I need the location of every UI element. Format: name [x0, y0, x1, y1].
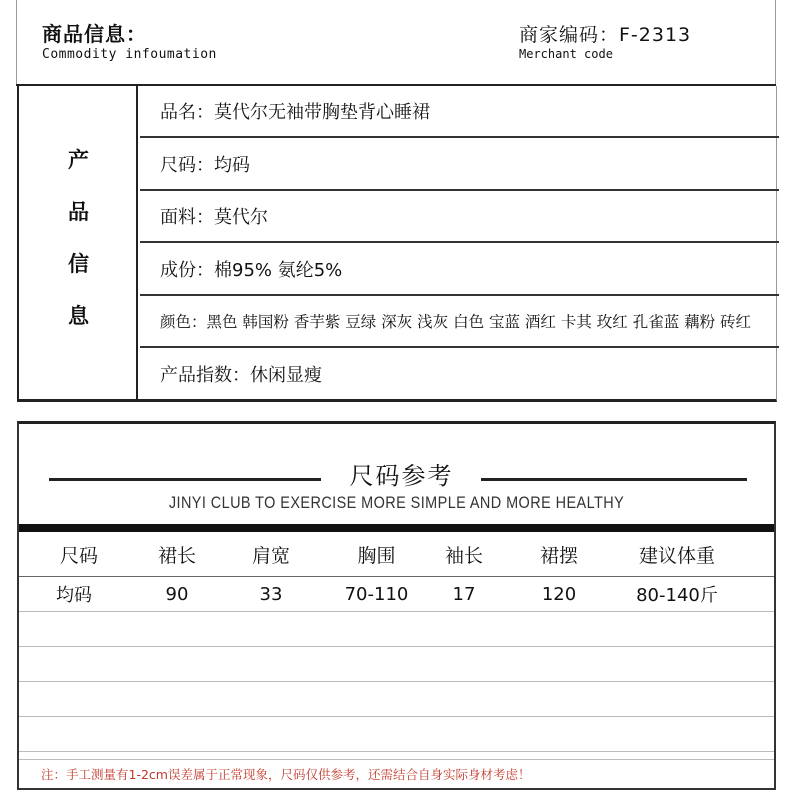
table-cell: 33 [259, 583, 283, 605]
info-row-index: 产品指数：休闲显瘦 [160, 364, 322, 386]
merchant-code: 商家编码：F-2313 [519, 24, 692, 46]
table-cell: 70-110 [344, 583, 409, 605]
table-row-empty [19, 717, 774, 752]
size-chart-slogan: JINYI CLUB TO EXERCISE MORE SIMPLE AND MORE HEALTHY [168, 493, 625, 512]
info-row-composition: 成份：棉95% 氨纶5% [140, 243, 779, 296]
heading-rule-left [49, 478, 321, 481]
column-header: 尺码 [59, 544, 98, 567]
column-header: 胸围 [357, 544, 396, 567]
size-chart [17, 421, 776, 790]
info-row-colors: 颜色：黑色 韩国粉 香芋紫 豆绿 深灰 浅灰 白色 宝蓝 酒红 卡其 玫红 孔雀蓝 藕粉 砖红 [140, 296, 779, 348]
measurement-note: 注：手工测量有1-2cm误差属于正常现象，尺码仅供参考，还需结合自身实际身材考虑！ [41, 767, 531, 782]
size-chart-band [19, 524, 774, 532]
table-row [19, 577, 774, 612]
heading-rule-right [481, 478, 747, 481]
product-info-rows [140, 86, 779, 399]
product-info-table [17, 86, 777, 402]
info-row-name: 品名：莫代尔无袖带胸垫背心睡裙 [140, 86, 779, 138]
commodity-header [16, 0, 776, 84]
size-chart-heading [19, 456, 774, 490]
merchant-code-label: Merchant code [519, 47, 613, 61]
table-row-empty [19, 647, 774, 682]
info-row-size: 尺码：均码 [140, 138, 779, 191]
size-chart-title: 尺码参考 [349, 462, 454, 490]
table-cell: 17 [452, 583, 476, 605]
column-header: 肩宽 [251, 544, 290, 567]
column-header: 建议体重 [638, 544, 715, 567]
commodity-title: 商品信息： [42, 22, 147, 46]
info-row-fabric: 面料：莫代尔 [140, 191, 779, 243]
table-row-empty [19, 682, 774, 717]
note-divider [19, 759, 774, 760]
table-cell: 均码 [56, 585, 92, 606]
side-label-char: 息 [68, 304, 89, 328]
side-label-char: 产 [68, 148, 89, 172]
table-cell: 80-140斤 [636, 585, 718, 606]
side-label-char: 信 [68, 252, 89, 276]
product-info-side-label [19, 86, 138, 399]
column-header: 裙长 [157, 544, 196, 567]
side-label-char: 品 [68, 200, 89, 224]
commodity-subtitle: Commodity infoumation [42, 47, 217, 62]
table-row-empty [19, 612, 774, 647]
table-cell: 90 [165, 583, 189, 605]
table-cell: 120 [541, 583, 577, 605]
size-table-header [19, 532, 774, 577]
column-header: 裙摆 [539, 544, 578, 567]
column-header: 袖长 [444, 544, 483, 567]
